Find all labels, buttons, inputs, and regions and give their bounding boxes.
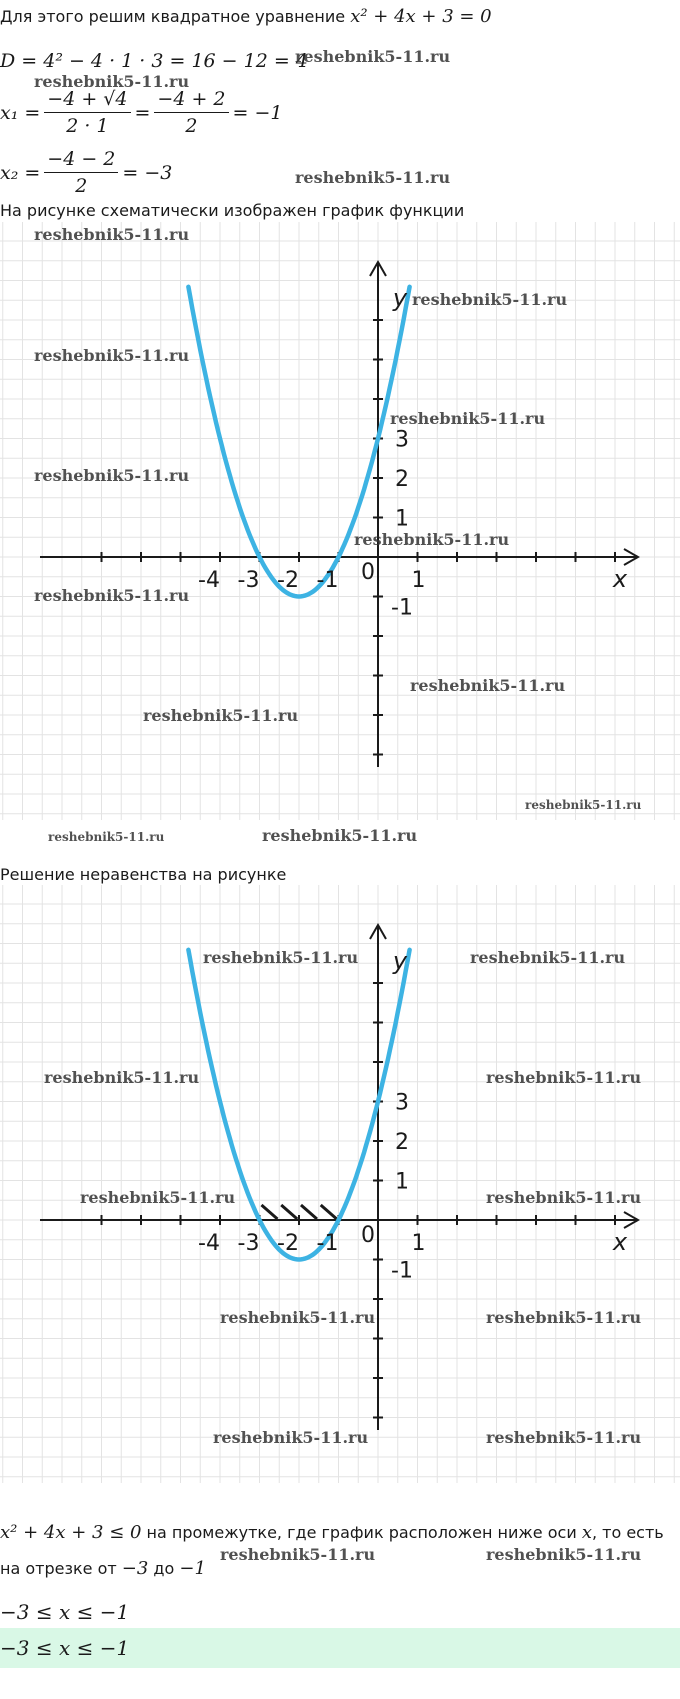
watermark: reshebnik5-11.ru [262,826,418,845]
function-graph [0,222,680,820]
conclusion-text-4: до [153,1559,175,1578]
intro-text: Для этого решим квадратное уравнение [0,7,346,26]
watermark: reshebnik5-11.ru [410,676,566,695]
x-tick-label: -2 [277,1231,299,1256]
conclusion-text-3: на отрезке от [0,1559,117,1578]
equals-sign: = [134,101,151,124]
y-tick-label: 1 [395,506,409,532]
intro-equation: x² + 4x + 3 = 0 [350,6,492,27]
watermark: reshebnik5-11.ru [220,1308,376,1327]
x-tick-label: -4 [198,1231,220,1256]
root1-label: x₁ = [0,101,41,124]
discriminant-line: D = 4² − 4 · 1 · 3 = 16 − 12 = 4 [0,50,308,72]
y-tick-label: 3 [395,1090,409,1116]
solution-caption: Решение неравенства на рисунке [0,865,287,884]
x-axis-label: x [612,565,628,593]
root1-frac2-den: 2 [185,115,198,137]
watermark: reshebnik5-11.ru [486,1068,642,1087]
root2-result: = −3 [122,161,173,184]
root2-label: x₂ = [0,161,41,184]
watermark: reshebnik5-11.ru [80,1188,236,1207]
y-tick-label: 2 [395,467,409,492]
watermark: reshebnik5-11.ru [34,72,190,91]
root1-frac2-num: −4 + 2 [154,88,228,113]
conclusion-text-1: на промежутке, где график расположен ниже оси [146,1523,577,1542]
y-tick-label: -1 [391,1258,413,1284]
watermark: reshebnik5-11.ru [295,47,451,66]
watermark: reshebnik5-11.ru [44,1068,200,1087]
graph-caption: На рисунке схематически изображен график функции [0,201,465,220]
y-tick-label: -1 [391,595,413,621]
x-tick-label: 0 [361,560,375,585]
watermark: reshebnik5-11.ru [470,948,626,967]
y-tick-label: 2 [395,1130,409,1155]
watermark: reshebnik5-11.ru [48,830,165,844]
hatch-mark [281,1205,297,1219]
root2-frac-num: −4 − 2 [44,148,118,173]
root1-frac2 [154,88,228,137]
watermark: reshebnik5-11.ru [412,290,568,309]
hatch-mark [261,1205,277,1219]
y-axis-label: y [392,947,408,975]
watermark: reshebnik5-11.ru [354,530,510,549]
conclusion-text-2: , то есть [591,1523,664,1542]
watermark: reshebnik5-11.ru [390,409,546,428]
x-tick-label: -1 [316,1231,339,1256]
conclusion-line-2 [0,1558,206,1579]
watermark: reshebnik5-11.ru [486,1545,642,1564]
watermark: reshebnik5-11.ru [143,706,299,725]
intro-line [0,6,492,27]
watermark: reshebnik5-11.ru [34,466,190,485]
x-tick-label: 1 [411,1231,426,1256]
root1-frac1-den: 2 · 1 [66,115,109,137]
x-tick-label: -1 [316,568,339,593]
conclusion-line-1 [0,1522,664,1543]
x-tick-label: 1 [411,568,426,593]
root2-frac-den: 2 [75,175,88,197]
root1-frac1 [44,88,130,137]
watermark: reshebnik5-11.ru [34,346,190,365]
watermark: reshebnik5-11.ru [34,225,190,244]
conclusion-var: x [581,1522,592,1543]
y-tick-label: 1 [395,1169,409,1195]
y-tick-label: 3 [395,427,409,453]
root2-frac [44,148,118,197]
solution-graph-svg [0,885,680,1483]
root2-line [0,148,172,197]
function-graph-svg [0,222,680,820]
root1-frac1-num: −4 + √4 [44,88,130,113]
answer-line: −3 ≤ x ≤ −1 [0,1600,130,1624]
x-tick-label: -2 [277,568,299,593]
x-tick-label: -3 [237,1231,260,1256]
watermark: reshebnik5-11.ru [220,1545,376,1564]
watermark: reshebnik5-11.ru [34,586,190,605]
x-axis-label: x [612,1228,628,1256]
conclusion-from: −3 [121,1558,149,1579]
watermark: reshebnik5-11.ru [486,1428,642,1447]
watermark: reshebnik5-11.ru [525,798,642,812]
root1-result: = −1 [232,101,283,124]
conclusion-to: −1 [179,1558,206,1579]
hatch-mark [301,1205,317,1219]
hatch-mark [321,1205,337,1219]
watermark: reshebnik5-11.ru [486,1188,642,1207]
watermark: reshebnik5-11.ru [295,168,451,187]
solution-graph [0,885,680,1483]
conclusion-expr: x² + 4x + 3 ≤ 0 [0,1522,142,1543]
watermark: reshebnik5-11.ru [213,1428,369,1447]
root1-line [0,88,283,137]
watermark: reshebnik5-11.ru [203,948,359,967]
x-tick-label: -4 [198,568,220,593]
answer-highlighted: −3 ≤ x ≤ −1 [0,1636,130,1660]
x-tick-label: 0 [361,1223,375,1248]
x-tick-label: -3 [237,568,260,593]
watermark: reshebnik5-11.ru [486,1308,642,1327]
y-axis-label: y [392,284,408,312]
